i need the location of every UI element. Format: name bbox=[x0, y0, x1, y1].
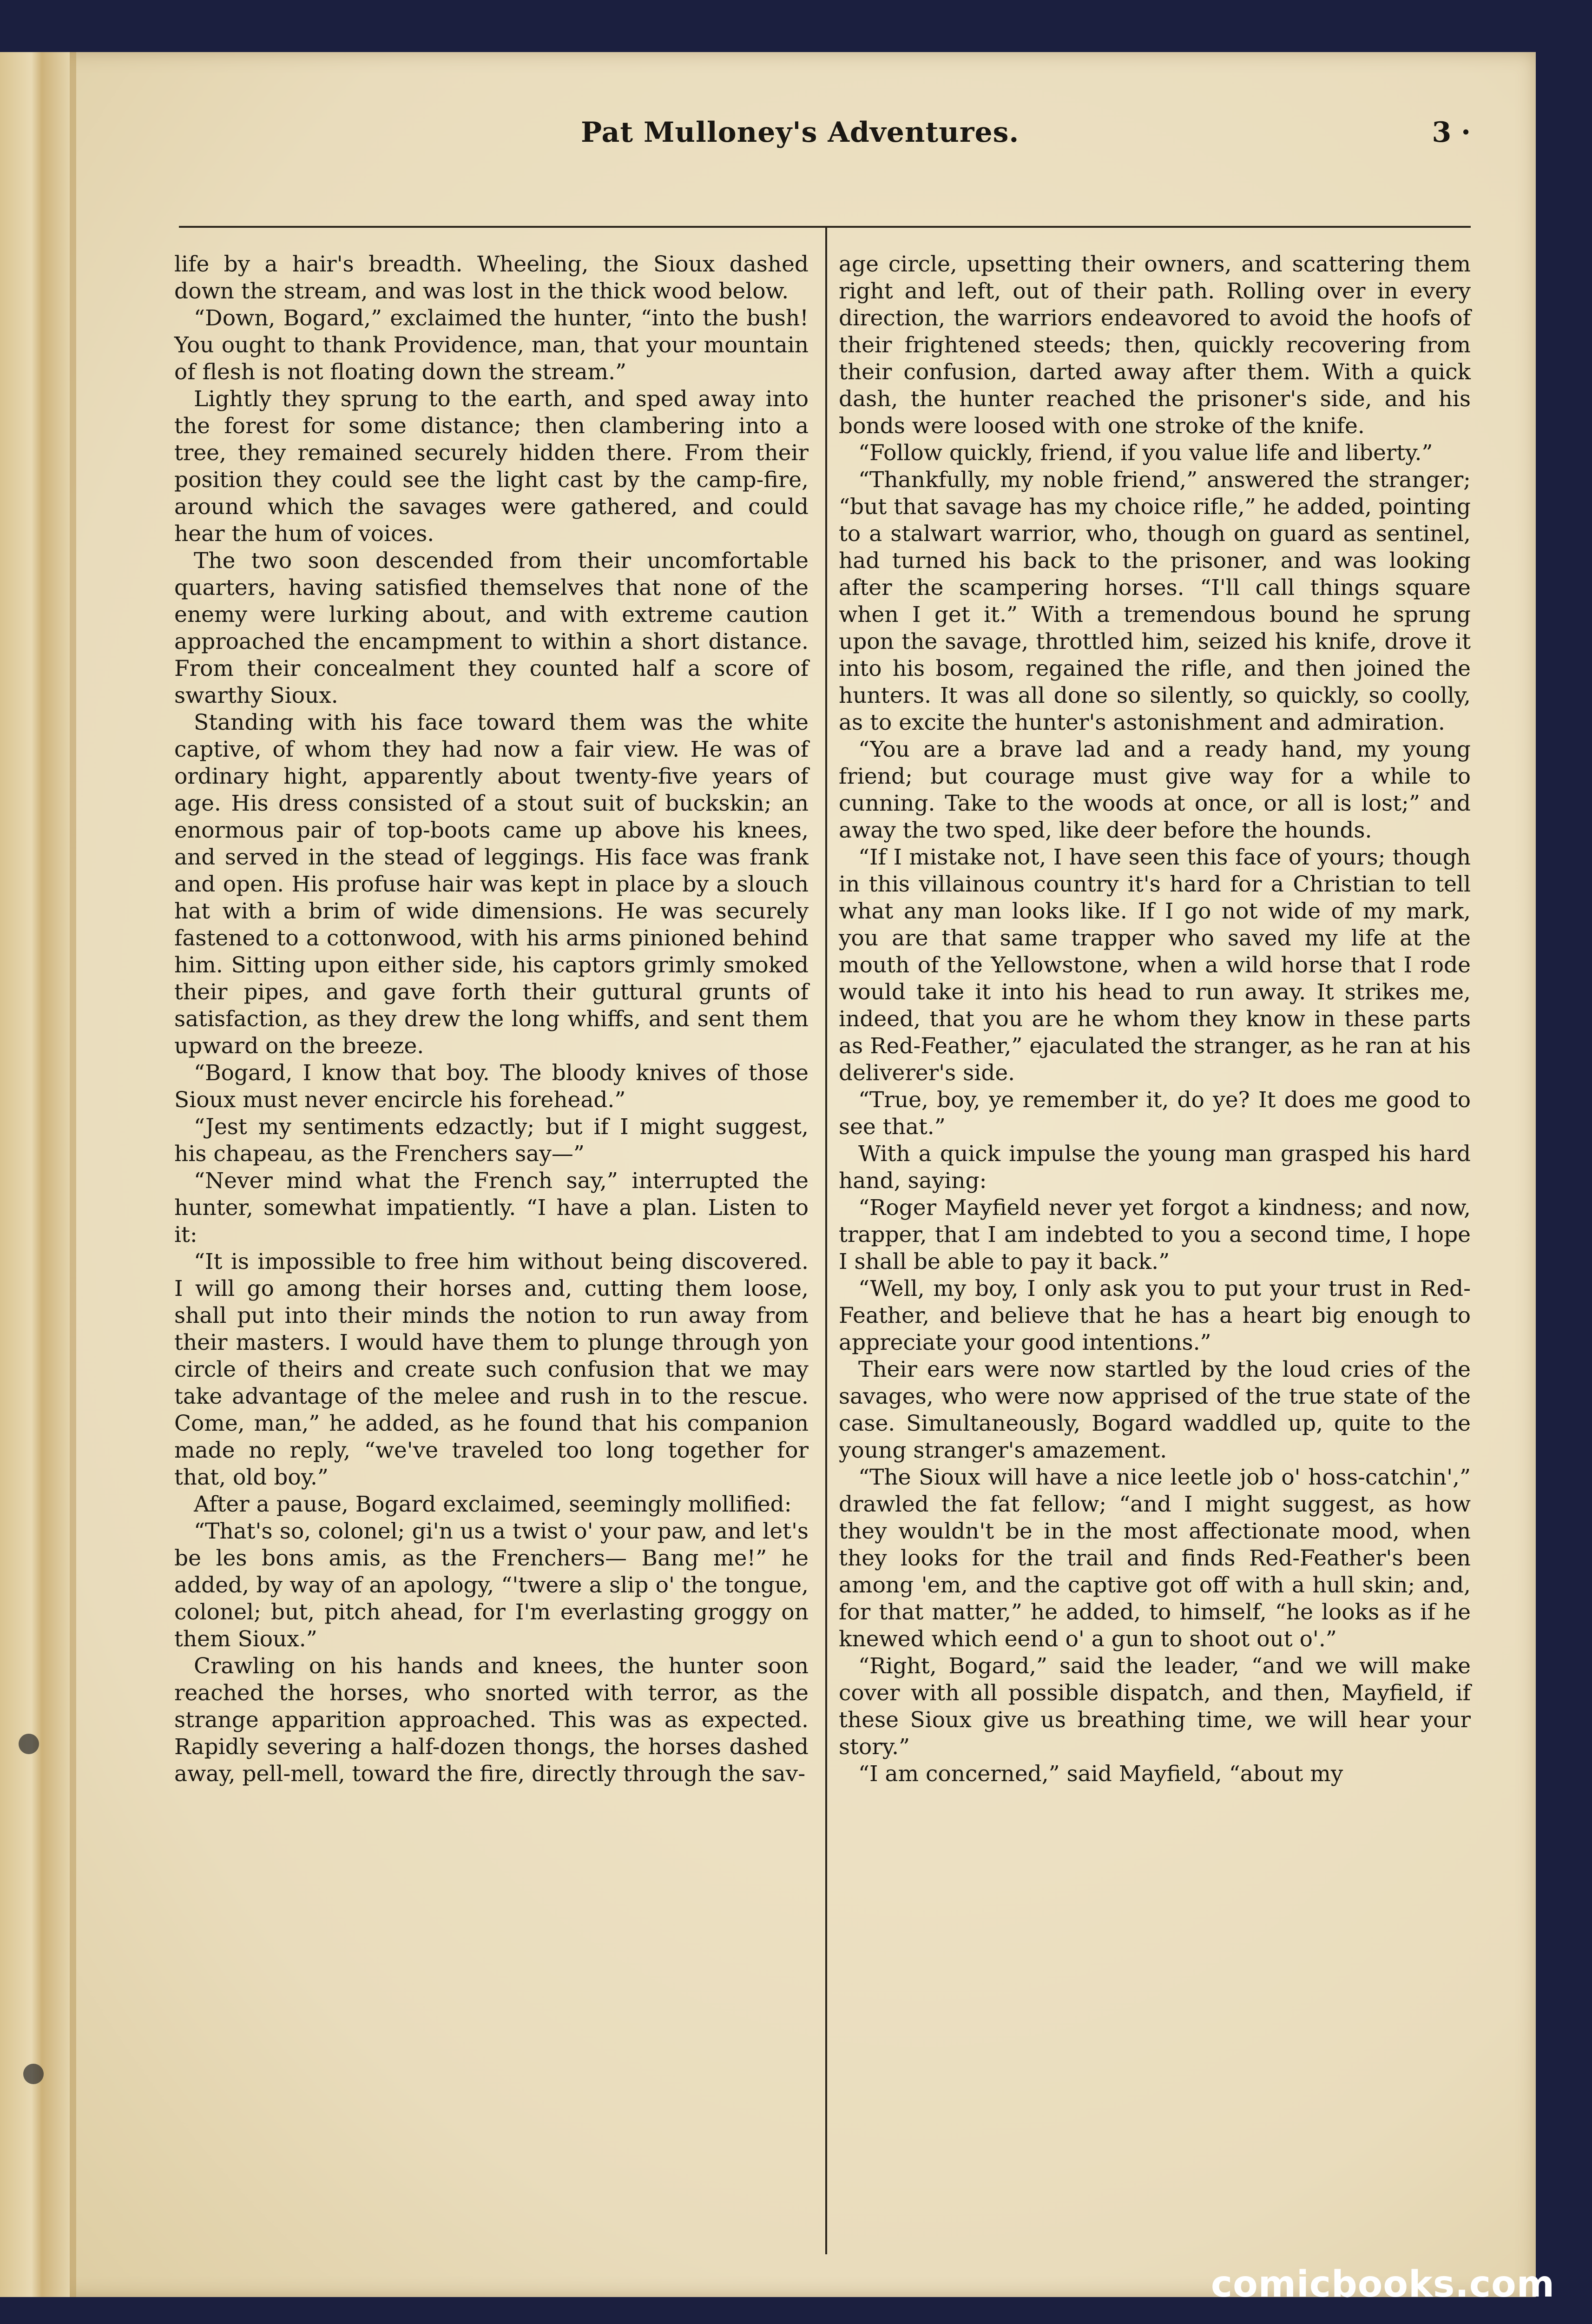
paragraph: “Follow quickly, friend, if you value life and liberty.” bbox=[858, 440, 1433, 466]
paragraph: “If I mistake not, I have seen this face of yours; though in this villainous country it's hard for a Christian to tell what any man looks like. If I go not wide of my mark, you are that same trapper who saved my life at the mouth of the Yellowstone, when a wild horse that I rode would take it into his head to run away. It strikes me, indeed, that you are he whom they know in these parts as Red-Feather,” ejaculated the stranger, as he ran at his deliverer's side. bbox=[839, 845, 1471, 1086]
paragraph: “Bogard, I know that boy. The bloody knives of those Sioux must never encircle his forehead.” bbox=[174, 1060, 809, 1113]
right-column bbox=[839, 251, 1471, 1788]
page-number: 3 · bbox=[1432, 116, 1471, 149]
paragraph: life by a hair's breadth. Wheeling, the Sioux dashed down the stream, and was lost in the thick wood below. bbox=[174, 251, 809, 304]
paragraph: “Well, my boy, I only ask you to put your trust in Red-Feather, and believe that he has a heart big enough to appreciate your good intentions.” bbox=[839, 1276, 1471, 1355]
paragraph: Standing with his face toward them was the white captive, of whom they had now a fair view. He was of ordinary hight, apparently about twenty-five years of age. His dress consisted of a stout suit of buckskin; an enormous pair of top-boots came up above his knees, and served in the stead of leggings. His face was frank and open. His profuse hair was kept in place by a slouch hat with a brim of wide dimensions. He was securely fastened to a cottonwood, with his arms pinioned behind him. Sitting upon either side, his captors grimly smoked their pipes, and gave forth their guttural grunts of satisfaction, as they drew the long whiffs, and sent them upward on the breeze. bbox=[174, 710, 809, 1059]
binding-spine bbox=[70, 52, 76, 2297]
paragraph: “You are a brave lad and a ready hand, my young friend; but courage must give way for a while to cunning. Take to the woods at once, or all is lost;” and away the two sped, like deer before the hounds. bbox=[839, 737, 1471, 843]
page-header bbox=[179, 116, 1485, 153]
watermark: comicbooks.com bbox=[1210, 2264, 1555, 2305]
paragraph: After a pause, Bogard exclaimed, seemingly mollified: bbox=[194, 1492, 792, 1517]
binding-hole bbox=[23, 2064, 44, 2084]
column-divider bbox=[825, 228, 827, 2254]
paragraph: With a quick impulse the young man grasped his hard hand, saying: bbox=[839, 1141, 1471, 1194]
paragraph: “The Sioux will have a nice leetle job o' hoss-catchin',” drawled the fat fellow; “and I might suggest, as how they wouldn't be in the most affectionate mood, when they looks for the trail and finds Red-Feather's been among 'em, and the captive got off with a hull skin; and, for that matter,” he added, to himself, “he looks as if he knewed which eend o' a gun to shoot out o'.” bbox=[839, 1465, 1471, 1652]
header-rule bbox=[179, 226, 1471, 228]
adjacent-page-edge bbox=[0, 52, 70, 2297]
left-column bbox=[174, 251, 809, 1788]
binding-hole bbox=[19, 1734, 39, 1754]
running-title: Pat Mulloney's Adventures. bbox=[581, 116, 1020, 149]
paragraph: “Never mind what the French say,” interrupted the hunter, somewhat impatiently. “I have a plan. Listen to it: bbox=[174, 1168, 809, 1248]
paragraph: The two soon descended from their uncomfortable quarters, having satisfied themselves that none of the enemy were lurking about, and with extreme caution approached the encampment to within a short distance. From their concealment they counted half a score of swarthy Sioux. bbox=[174, 548, 809, 708]
paragraph: “Right, Bogard,” said the leader, “and we will make cover with all possible dispatch, and then, Mayfield, if these Sioux give us breathing time, we will hear your story.” bbox=[839, 1653, 1471, 1760]
paragraph: Their ears were now startled by the loud cries of the savages, who were now apprised of the true state of the case. Simultaneously, Bogard waddled up, quite to the young stranger's amazement. bbox=[839, 1357, 1471, 1463]
paragraph: “I am concerned,” said Mayfield, “about my bbox=[858, 1761, 1343, 1787]
paragraph: “True, boy, ye remember it, do ye? It does me good to see that.” bbox=[839, 1087, 1471, 1140]
paragraph: “Thankfully, my noble friend,” answered the stranger; “but that savage has my choice rifle,” he added, pointing to a stalwart warrior, who, though on guard as sentinel, had turned his back to the prisoner, and was looking after the scampering horses. “I'll call things square when I get it.” With a tremendous bound he sprung upon the savage, throttled him, seized his knife, drove it into his bosom, regained the rifle, and then joined the hunters. It was all done so silently, so quickly, so coolly, as to excite the hunter's astonishment and admiration. bbox=[839, 467, 1471, 735]
paragraph: age circle, upsetting their owners, and scattering them right and left, out of their path. Rolling over in every direction, the warriors endeavored to avoid the hoofs of their frightened steeds; then, quickly recovering from their confusion, darted away after them. With a quick dash, the hunter reached the prisoner's side, and his bonds were loosed with one stroke of the knife. bbox=[839, 251, 1471, 439]
paragraph: “Jest my sentiments edzactly; but if I might suggest, his chapeau, as the Frenchers say—” bbox=[174, 1114, 809, 1167]
paragraph: “Down, Bogard,” exclaimed the hunter, “into the bush! You ought to thank Providence, man, that your mountain of flesh is not floating down the stream.” bbox=[174, 305, 809, 385]
paragraph: Crawling on his hands and knees, the hunter soon reached the horses, who snorted with terror, as the strange apparition approached. This was as expected. Rapidly severing a half-dozen thongs, the horses dashed away, pell-mell, toward the fire, directly through the sav- bbox=[174, 1653, 809, 1787]
paragraph: “That's so, colonel; gi'n us a twist o' your paw, and let's be les bons amis, as the Frenchers— Bang me!” he added, by way of an apology, “'twere a slip o' the tongue, colonel; but, pitch ahead, for I'm everlasting groggy on them Sioux.” bbox=[174, 1519, 809, 1652]
paragraph: Lightly they sprung to the earth, and sped away into the forest for some distance; then clambering into a tree, they remained securely hidden there. From their position they could see the light cast by the camp-fire, around which the savages were gathered, and could hear the hum of voices. bbox=[174, 386, 809, 547]
paragraph: “Roger Mayfield never yet forgot a kindness; and now, trapper, that I am indebted to you a second time, I hope I shall be able to pay it back.” bbox=[839, 1195, 1471, 1274]
paragraph: “It is impossible to free him without being discovered. I will go among their horses and, cutting them loose, shall put into their minds the notion to run away from their masters. I would have them to plunge through yon circle of theirs and create such confusion that we may take advantage of the melee and rush in to the rescue. Come, man,” he added, as he found that his companion made no reply, “we've traveled too long together for that, old boy.” bbox=[174, 1249, 809, 1490]
